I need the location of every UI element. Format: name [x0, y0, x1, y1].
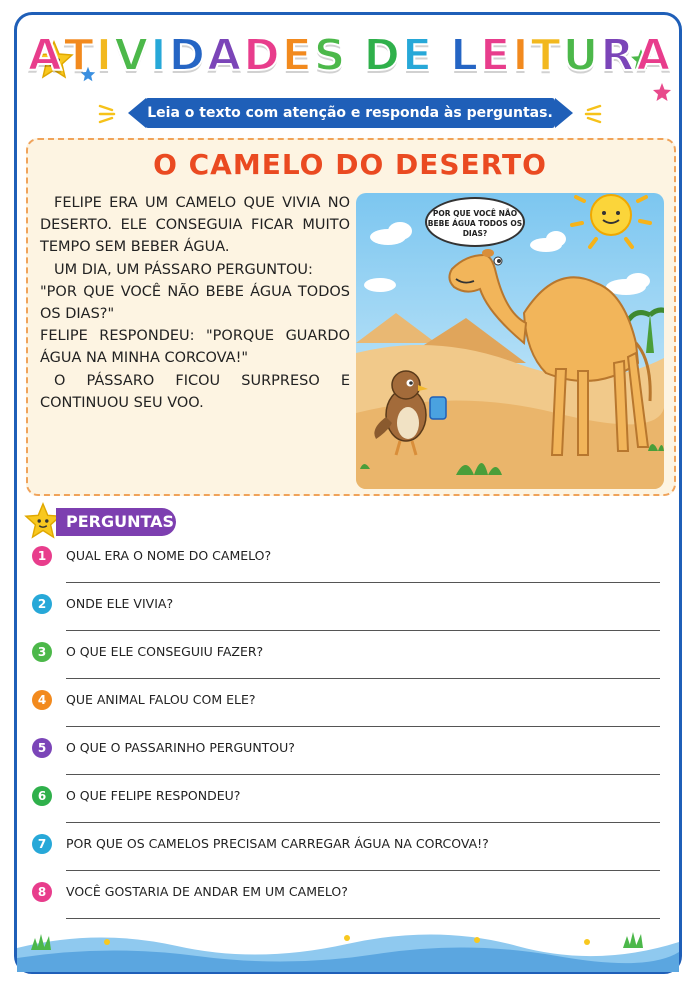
answer-line[interactable]	[66, 822, 660, 823]
questions-label: PERGUNTAS:	[56, 508, 176, 536]
question-text: O QUE FELIPE RESPONDEU?	[66, 788, 241, 803]
sparkle-icon	[580, 100, 604, 124]
question-item	[32, 882, 672, 930]
story-paragraph: "POR QUE VOCÊ NÃO BEBE ÁGUA TODOS OS DIAS?"	[40, 283, 350, 323]
answer-line[interactable]	[66, 774, 660, 775]
question-text: QUE ANIMAL FALOU COM ELE?	[66, 692, 256, 707]
question-text: VOCÊ GOSTARIA DE ANDAR EM UM CAMELO?	[66, 884, 348, 899]
banner-tail-left	[128, 98, 146, 128]
story-title: O CAMELO DO DESERTO	[153, 148, 547, 181]
question-number-badge: 4	[32, 690, 52, 710]
question-number-badge: 8	[32, 882, 52, 902]
question-item	[32, 546, 672, 594]
question-number-badge: 7	[32, 834, 52, 854]
question-text: QUAL ERA O NOME DO CAMELO?	[66, 548, 272, 563]
story-paragraph: O PÁSSARO FICOU SURPRESO E CONTINUOU SEU VOO.	[40, 372, 350, 411]
question-number-badge: 6	[32, 786, 52, 806]
bottom-wave-decoration	[17, 928, 679, 972]
page-title	[0, 30, 700, 81]
question-number-badge: 5	[32, 738, 52, 758]
question-item	[32, 786, 672, 834]
title-word: DE	[363, 30, 435, 81]
story-paragraph: FELIPE ERA UM CAMELO QUE VIVIA NO DESERTO. ELE CONSEGUIA FICAR MUITO TEMPO SEM BEBER ÁGUA.	[40, 195, 350, 256]
subtitle-banner: Leia o texto com atenção e responda às perguntas.	[145, 98, 555, 128]
question-number-badge: 2	[32, 594, 52, 614]
question-item	[32, 690, 672, 738]
answer-line[interactable]	[66, 918, 660, 919]
answer-line[interactable]	[66, 678, 660, 679]
sparkle-icon	[96, 100, 120, 124]
question-item	[32, 642, 672, 690]
question-item	[32, 834, 672, 882]
question-text: O QUE ELE CONSEGUIU FAZER?	[66, 644, 264, 659]
question-item	[32, 594, 672, 642]
question-number-badge: 3	[32, 642, 52, 662]
title-word: ATIVIDADES	[27, 30, 348, 81]
question-text: O QUE O PASSARINHO PERGUNTOU?	[66, 740, 295, 755]
answer-line[interactable]	[66, 726, 660, 727]
answer-line[interactable]	[66, 630, 660, 631]
question-number-badge: 1	[32, 546, 52, 566]
small-star-icon	[652, 82, 672, 102]
story-paragraph: FELIPE RESPONDEU: "PORQUE GUARDO ÁGUA NA MINHA CORCOVA!"	[40, 328, 350, 367]
story-paragraph: UM DIA, UM PÁSSARO PERGUNTOU:	[54, 261, 313, 278]
title-word: LEITURA	[450, 30, 673, 81]
question-text: POR QUE OS CAMELOS PRECISAM CARREGAR ÁGUA NA CORCOVA!?	[66, 836, 489, 851]
story-text	[40, 192, 350, 414]
banner-tail-right	[555, 98, 573, 128]
question-item	[32, 738, 672, 786]
answer-line[interactable]	[66, 870, 660, 871]
speech-bubble: POR QUE VOCÊ NÃO BEBE ÁGUA TODOS OS DIAS?	[425, 197, 525, 247]
answer-line[interactable]	[66, 582, 660, 583]
question-text: ONDE ELE VIVIA?	[66, 596, 174, 611]
